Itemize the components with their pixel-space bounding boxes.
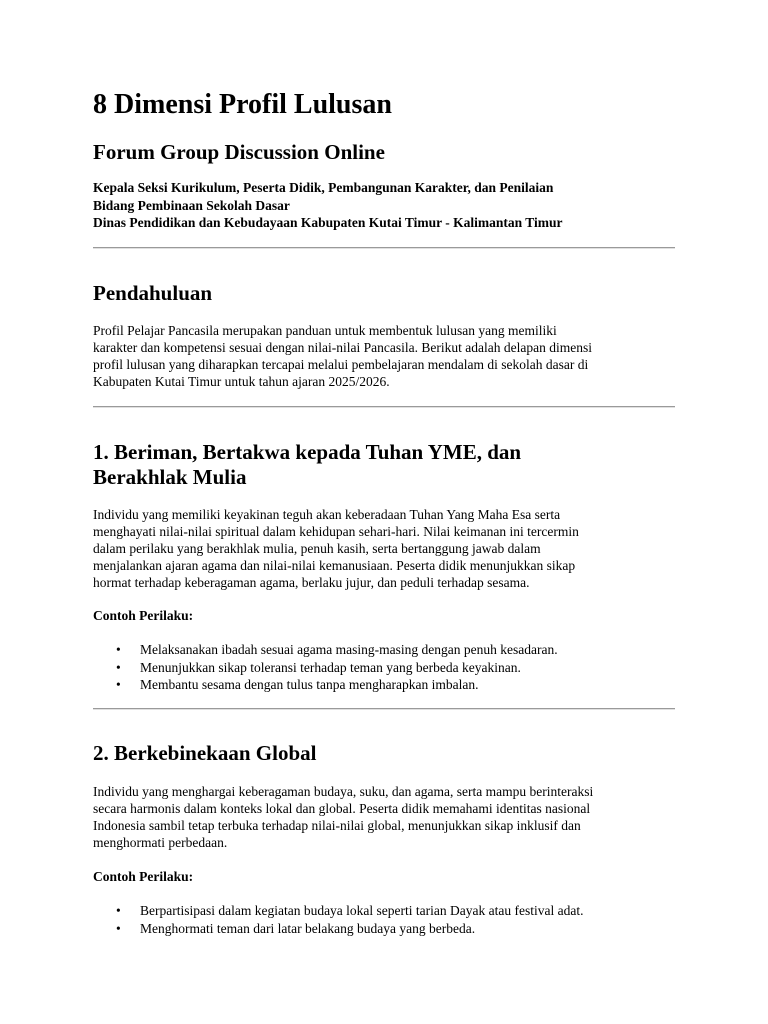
list-item <box>93 902 675 920</box>
dimension-2-paragraph <box>93 783 673 851</box>
heading-line: Berakhlak Mulia <box>93 465 247 489</box>
org-line: Bidang Pembinaan Sekolah Dasar <box>93 197 290 213</box>
section-heading-dimension-1 <box>93 440 675 490</box>
list-item <box>93 659 675 677</box>
bullet-icon: • <box>116 903 121 918</box>
bullet-icon: • <box>116 659 121 675</box>
divider <box>93 406 675 408</box>
divider <box>93 247 675 249</box>
paragraph-line: Kabupaten Kutai Timur untuk tahun ajaran 2025/2026. <box>93 374 390 389</box>
paragraph-line: secara harmonis dalam konteks lokal dan global. Peserta didik memahami identitas nasional <box>93 801 591 816</box>
paragraph-line: Individu yang menghargai keberagaman budaya, suku, dan agama, serta mampu berinteraksi <box>93 784 594 799</box>
list-item <box>93 676 675 694</box>
examples-label: Contoh Perilaku: <box>93 608 194 623</box>
paragraph-line: menghormati perbedaan. <box>93 835 228 850</box>
organization-block <box>93 179 563 232</box>
section-heading-dimension-2 <box>93 741 675 766</box>
list-item-text: Membantu sesama dengan tulus tanpa mengharapkan imbalan. <box>140 677 479 692</box>
list-item-text: Menghormati teman dari latar belakang budaya yang berbeda. <box>140 920 476 936</box>
page-title: 8 Dimensi Profil Lulusan <box>93 89 392 120</box>
heading-line: 1. Beriman, Bertakwa kepada Tuhan YME, dan <box>93 440 522 464</box>
paragraph-line: Profil Pelajar Pancasila merupakan panduan untuk membentuk lulusan yang memiliki <box>93 323 557 338</box>
bullet-icon: • <box>116 642 121 657</box>
list-item-text: Melaksanakan ibadah sesuai agama masing-masing dengan penuh kesadaran. <box>140 642 558 657</box>
intro-paragraph <box>93 322 673 390</box>
dimension-1-paragraph <box>93 506 673 591</box>
list-item-text: Berpartisipasi dalam kegiatan budaya lokal seperti tarian Dayak atau festival adat. <box>140 903 584 918</box>
examples-list <box>93 902 675 937</box>
list-item <box>93 641 675 659</box>
examples-list <box>93 641 675 694</box>
paragraph-line: Indonesia sambil tetap terbuka terhadap nilai-nilai global, menunjukkan sikap inklusif dan <box>93 818 581 833</box>
paragraph-line: hormat terhadap keberagaman agama, berlaku jujur, dan peduli terhadap sesama. <box>93 575 530 590</box>
paragraph-line: Individu yang memiliki keyakinan teguh akan keberadaan Tuhan Yang Maha Esa serta <box>93 507 561 522</box>
paragraph-line: menghayati nilai-nilai spiritual dalam kehidupan sehari-hari. Nilai keimanan ini tercermin <box>93 524 579 539</box>
heading-line: Pendahuluan <box>93 281 213 305</box>
page-subtitle: Forum Group Discussion Online <box>93 140 385 164</box>
list-item <box>93 920 675 938</box>
bullet-icon: • <box>116 677 121 692</box>
paragraph-line: karakter dan kompetensi sesuai dengan nilai-nilai Pancasila. Berikut adalah delapan dimensi <box>93 340 592 355</box>
divider <box>93 708 675 710</box>
paragraph-line: menjalankan ajaran agama dan nilai-nilai kemanusiaan. Peserta didik menunjukkan sikap <box>93 558 576 573</box>
paragraph-line: dalam perilaku yang berakhlak mulia, penuh kasih, serta bertanggung jawab dalam <box>93 541 541 556</box>
list-item-text: Menunjukkan sikap toleransi terhadap teman yang berbeda keyakinan. <box>140 659 521 675</box>
bullet-icon: • <box>116 920 121 936</box>
paragraph-line: profil lulusan yang diharapkan tercapai melalui pembelajaran mendalam di sekolah dasar di <box>93 357 589 372</box>
examples-label: Contoh Perilaku: <box>93 869 194 884</box>
heading-line: 2. Berkebinekaan Global <box>93 741 317 765</box>
section-heading-intro <box>93 281 675 306</box>
org-line: Dinas Pendidikan dan Kebudayaan Kabupaten Kutai Timur - Kalimantan Timur <box>93 215 563 230</box>
org-line: Kepala Seksi Kurikulum, Peserta Didik, Pembangunan Karakter, dan Penilaian <box>93 180 554 195</box>
